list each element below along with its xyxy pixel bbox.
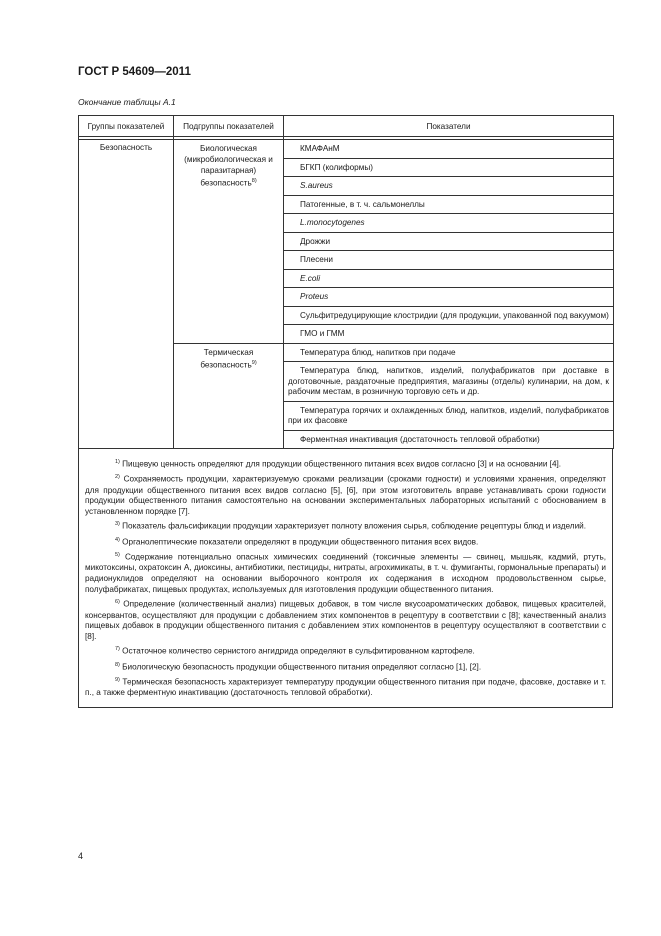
footnote — [85, 472, 606, 517]
table-row — [79, 140, 614, 159]
footnote-number: 3) — [115, 521, 120, 528]
footnote — [85, 535, 606, 548]
column-header: Показатели — [284, 116, 614, 137]
footnote-text: Биологическую безопасность продукции общественного питания определяют согласно [1], [2]. — [122, 662, 482, 672]
footnote-number: 8) — [115, 661, 120, 668]
footnote — [85, 457, 606, 470]
indicator-text: Температура горячих и охлажденных блюд, напитков, изделий, полуфабрикатов при их фасовке — [288, 405, 609, 425]
indicator-text: Proteus — [300, 292, 329, 301]
indicators-table — [78, 115, 614, 449]
subgroup-cell — [174, 140, 284, 344]
indicator-text: Плесени — [300, 255, 333, 264]
indicator-text: S.aureus — [300, 181, 333, 190]
page-number: 4 — [78, 851, 84, 861]
footnote-text: Органолептические показатели определяют в продукции общественного питания всех видов. — [122, 537, 479, 547]
footnote — [85, 644, 606, 657]
indicator-cell — [284, 343, 614, 362]
indicator-text: ГМО и ГММ — [300, 329, 345, 338]
footnote-number: 9) — [115, 676, 120, 683]
footnote-ref: 8) — [251, 178, 257, 184]
footnote-text: Остаточное количество сернистого ангидрида определяют в сульфитированном картофеле. — [122, 647, 475, 657]
footnote-text: Пищевую ценность определяют для продукции общественного питания всех видов согласно [3] и на основании [4]. — [122, 459, 562, 469]
indicator-text: E.coli — [300, 273, 321, 283]
indicator-cell — [284, 269, 614, 288]
footnote-number: 6) — [115, 599, 120, 606]
indicator-text: КМАФАнМ — [300, 144, 340, 153]
footnote-text: Содержание потенциально опасных химических соединений (токсичные элементы — свинец, мышьяк, кадмий, ртуть, микотоксины, охратоксин А, диоксины, антибиотики, пестициды, нитраты, агрохимикаты, в т. ч. фумиганты, гормональные препараты) и радионуклидов определяют на основании выборочного контроля их содержания в исходном продовольственном сырье, полуфабрикатах, пищевых продуктах, используемых для изготовления продукции общественного питания. — [85, 552, 607, 594]
indicator-cell — [284, 177, 614, 196]
footnote-ref: 9) — [251, 359, 257, 366]
indicator-cell — [284, 401, 614, 430]
indicator-cell — [284, 214, 614, 233]
footnote — [85, 550, 606, 595]
footnote — [85, 660, 606, 673]
footnote-number: 7) — [115, 646, 120, 653]
footnote-number: 5) — [115, 552, 120, 559]
column-header: Группы показателей — [79, 116, 174, 137]
indicator-cell — [284, 325, 614, 344]
indicator-text: Температура блюд, напитков при подаче — [300, 347, 456, 357]
footnote-text: Показатель фальсификации продукции характеризует полноту вложения сырья, соблюдение рецептуры блюд и изделий. — [122, 522, 586, 532]
footnote-number: 2) — [115, 474, 120, 481]
indicator-text: БГКП (колиформы) — [300, 162, 373, 172]
footnote-number: 1) — [115, 459, 120, 465]
footnote — [85, 675, 606, 699]
document-code: ГОСТ Р 54609—2011 — [78, 66, 191, 78]
indicator-cell — [284, 195, 614, 214]
table-header-row — [79, 116, 614, 137]
indicator-group: Безопасность — [79, 140, 174, 449]
indicator-cell — [284, 140, 614, 159]
indicator-text: Ферментная инактивация (достаточность тепловой обработки) — [300, 434, 540, 444]
footnote-text: Сохраняемость продукции, характеризуемую сроками реализации (сроками годности) и условиями хранения, определяют для продукции общественного питания всех видов согласно [5], [6], при этом изготовитель вправе устанавливать сроки годности продукции общественного питания самостоятельно на основании экспериментальных лабораторных испытаний с обоснованием в установленном порядке [7]. — [85, 475, 606, 516]
indicator-text: Сульфитредуцирующие клостридии (для продукции, упакованной под вакуумом) — [300, 310, 609, 320]
subgroup-label: Биологическая (микробиологическая и паразитарная) безопасность — [184, 144, 273, 188]
subgroup-cell — [174, 343, 284, 449]
indicator-cell — [284, 288, 614, 307]
table-caption: Окончание таблицы А.1 — [78, 97, 176, 107]
indicator-text: L.monocytogenes — [300, 218, 365, 227]
indicators-table-wrapper — [78, 115, 613, 708]
indicator-cell — [284, 362, 614, 402]
footnote-text: Определение (количественный анализ) пищевых добавок, в том числе вкусоароматических добавок, пищевых красителей, консервантов, осуществляют для продукции с добавлением этих компонентов в рецептуру в соответствии с [8]; качественный анализ пищевых добавок в продукции общественного питания с добавлением этих компонентов в рецептуру осуществляют в соответствии с [8]. — [85, 599, 606, 641]
indicator-text: Температура блюд, напитков, изделий, полуфабрикатов при доставке в доготовочные, раздаточные предприятия, магазины (отделы) кулинарии, на дом, к рабочим местам, в розничную торговую сеть и др. — [288, 366, 609, 396]
footnote — [85, 519, 606, 532]
indicator-cell — [284, 232, 614, 251]
footnote-number: 4) — [115, 536, 120, 543]
indicator-text: Дрожжи — [300, 236, 331, 246]
indicator-cell — [284, 251, 614, 270]
indicator-cell — [284, 430, 614, 449]
table-body — [79, 140, 614, 449]
table-notes — [78, 449, 613, 708]
footnote-text: Термическая безопасность характеризует температуру продукции общественного питания при подаче, фасовке, доставке и т. п., а также ферментную инактивацию (достаточность тепловой обработки). — [85, 677, 606, 698]
footnote — [85, 597, 606, 642]
indicator-cell — [284, 158, 614, 177]
column-header: Подгруппы показателей — [174, 116, 284, 137]
indicator-text: Патогенные, в т. ч. сальмонеллы — [300, 199, 425, 209]
subgroup-label: Термическая безопасность — [200, 347, 254, 370]
indicator-cell — [284, 306, 614, 325]
